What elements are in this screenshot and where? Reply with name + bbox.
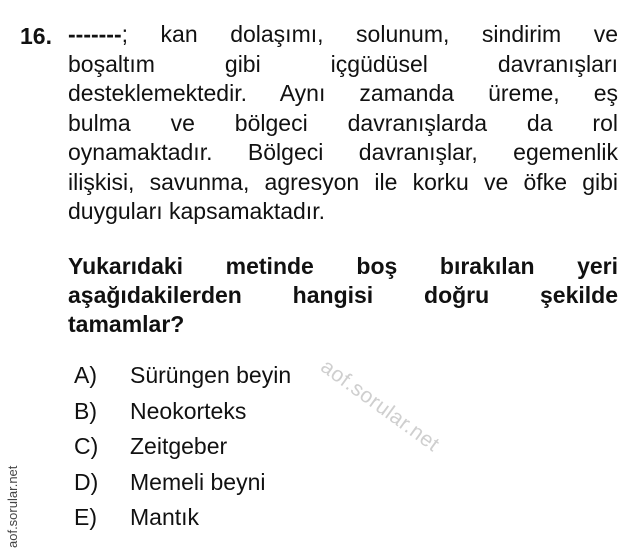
option-letter: B) <box>74 397 97 424</box>
option-text: Zeitgeber <box>130 433 228 460</box>
option-letter: D) <box>74 468 99 495</box>
passage-text: ; kan dolaşımı, solunum, sindirim ve <box>121 21 618 47</box>
blank-placeholder: ------- <box>68 21 122 47</box>
option-b[interactable] <box>68 394 291 430</box>
option-c[interactable] <box>68 429 291 465</box>
prompt-line: Yukarıdaki metinde boş bırakılan yeri <box>68 253 618 279</box>
passage-line: duyguları kapsamaktadır. <box>68 198 325 224</box>
option-text: Neokorteks <box>130 397 247 424</box>
option-letter: A) <box>74 362 97 389</box>
option-text: Memeli beyni <box>130 468 266 495</box>
passage-line: ilişkisi, savunma, agresyon ile korku ve öfke gibi <box>68 168 618 195</box>
prompt-line: tamamlar? <box>68 311 185 337</box>
passage-line: oynamaktadır. Bölgeci davranışlar, egemenlik <box>68 139 618 165</box>
passage-line <box>68 20 618 50</box>
question-number: 16. <box>20 23 52 49</box>
option-d[interactable] <box>68 465 291 501</box>
option-letter: E) <box>74 504 97 531</box>
answer-options <box>68 358 291 536</box>
watermark-side: aof.sorular.net <box>5 465 20 548</box>
question-prompt <box>68 252 618 339</box>
prompt-line: aşağıdakilerden hangisi doğru şekilde <box>68 282 618 308</box>
option-text: Mantık <box>130 504 200 531</box>
option-e[interactable] <box>68 500 291 536</box>
passage-line: bulma ve bölgeci davranışlarda da rol <box>68 109 618 136</box>
watermark-diagonal: aof.sorular.net <box>316 355 444 457</box>
option-text: Sürüngen beyin <box>130 362 292 389</box>
question-passage <box>68 20 618 227</box>
option-a[interactable] <box>68 358 291 394</box>
passage-line: desteklemektedir. Aynı zamanda üreme, eş <box>68 80 618 106</box>
passage-line: boşaltım gibi içgüdüsel davranışları <box>68 50 618 77</box>
option-letter: C) <box>74 433 99 460</box>
